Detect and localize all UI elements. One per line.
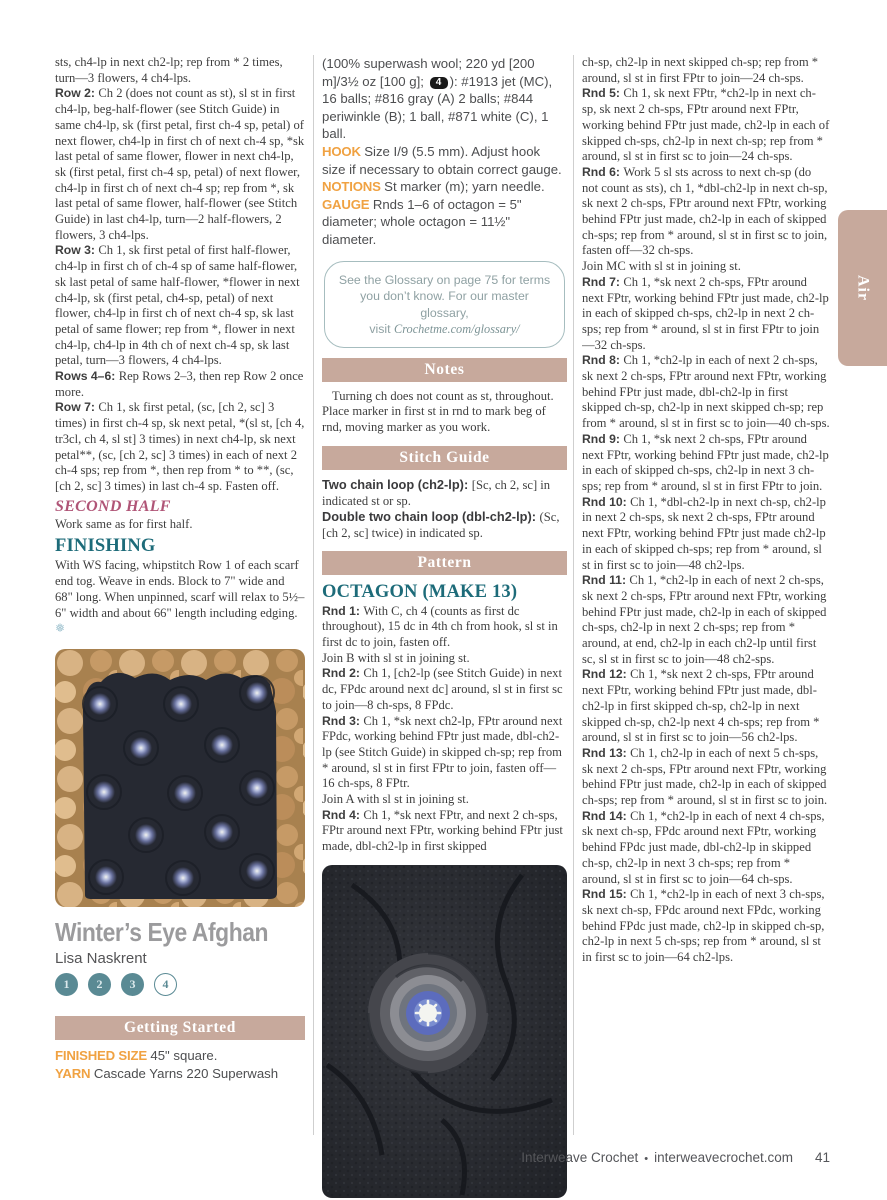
column-right: [582, 55, 830, 1140]
stitch-guide-entry: Double two chain loop (dbl-ch2-lp): (Sc, [ch 2, sc] twice) in indicated sp.: [322, 508, 560, 540]
row-paragraph: Row 7: Ch 1, sk first petal, (sc, [ch 2, sc] 3 times) in first ch-4 sp, sk next petal, *(sl st, [ch 4, tr3cl, ch 4, sl st] 3 times) in next ch4-lp, sk next petal**, (sc, [ch 2, sc] 3 times) in each of next 2 ch-4 sps; rep from *, then rep from * to **, (sc, [ch 2, sc] 3 times) in last ch-4 sp. Fasten off.: [55, 400, 305, 493]
notes-header: Notes: [322, 358, 567, 382]
difficulty-dot: 3: [121, 973, 144, 996]
round-paragraph: Rnd 4: Ch 1, *sk next FPtr, and next 2 ch-sps, FPtr around next FPtr, working behind FPtr just made, dbl-ch2-lp in first skipped: [322, 807, 563, 854]
page-footer: [0, 1150, 830, 1165]
round-paragraph: Join A with sl st in joining st.: [322, 792, 469, 807]
column-middle: [322, 55, 567, 1198]
publication-name: Interweave Crochet: [521, 1150, 639, 1165]
round-paragraph: Rnd 11: Ch 1, *ch2-lp in each of next 2 ch-sps, sk next 2 ch-sps, FPtr around next FPtr, working behind FPtr just made, ch2-lp in each of skipped ch-sps, ch2-lp in next 2 ch-sps; rep from * around, at end, ch2-lp in each ch2-lp until first sc, sl st in first sc to join—48 ch2-sps.: [582, 573, 827, 666]
yarn-details: (100% superwash wool; 220 yd [200 m]/3½ oz [100 g]; 4 ): #1913 jet (MC), 16 balls; #816 gray (A) 2 balls; #844 periwinkle (B); 1 ball, #871 white (C), 1 ball.: [322, 56, 553, 142]
snowflake-icon: ❅: [55, 621, 66, 636]
pattern-header: Pattern: [322, 551, 567, 575]
round-paragraph: Rnd 6: Work 5 sl sts across to next ch-sp (do not count as sts), ch 1, *dbl-ch2-lp in next ch-sp, sk next 2 ch-sps, FPtr around next FPtr, working behind FPtr just made, ch2-lp in each of skipped ch-sps; rep from * around, sl st in first sc to join, fasten off—32 ch-sps.: [582, 164, 828, 258]
round-paragraph: Rnd 12: Ch 1, *sk next 2 ch-sps, FPtr around next FPtr, working behind FPtr just made, dbl-ch2-lp in first skipped ch-sp, ch2-lp in next skipped ch-sp, ch2-lp next 4 ch-sps; rep from * around, sl st in first sc to join—56 ch2-lps.: [582, 667, 820, 745]
glossary-line: you don’t know. For our master glossary,: [360, 289, 529, 320]
stitch-guide-entry: Two chain loop (ch2-lp): [Sc, ch 2, sc] in indicated st or sp.: [322, 476, 551, 508]
stitch-guide-entries: [322, 477, 567, 541]
glossary-line: See the Glossary on page 75 for terms: [338, 272, 551, 287]
finishing-body: With WS facing, whipstitch Row 1 of each scarf end tog. Weave in ends. Block to 7" wide and 68" long. When unpinned, scarf will relax to 5½–6" width and about 66" length including edging. ❅: [55, 558, 305, 636]
round-paragraph: Rnd 8: Ch 1, *ch2-lp in each of next 2 ch-sps, sk next 2 ch-sps, FPtr around next FPtr, working behind FPtr just made, dbl-ch2-lp in first skipped ch-sp, ch2-lp in next skipped ch-sp; rep from * around, sl st in first sc to join—40 ch-sps.: [582, 353, 830, 431]
spec-line: YARN Cascade Yarns 220 Superwash: [55, 1065, 279, 1081]
glossary-line: visit Crochetme.com/glossary/: [369, 322, 520, 337]
round-paragraph: Rnd 3: Ch 1, *sk next ch2-lp, FPtr around next FPdc, working behind FPtr just made, dbl-ch2-lp (see Stitch Guide) in skipped ch-sp; rep from * around, sl st in first FPtr to join, fasten off—16 ch-sps, 8 FPtr.: [322, 713, 563, 791]
glossary-box: [324, 261, 565, 348]
octagon-rounds: [322, 604, 567, 855]
difficulty-dot: 4: [154, 973, 177, 996]
round-paragraph: Rnd 13: Ch 1, ch2-lp in each of next 5 ch-sps, sk next 2 ch-sps, FPtr around next FPtr, working behind FPtr just made, ch2-lp in each of skipped ch-sps; rep from * around, sl st in first sc to join.: [582, 745, 828, 808]
afghan-photo: [55, 649, 305, 907]
notes-body: Turning ch does not count as st, throughout. Place marker in first st in rnd to mark beg of rnd, moving marker as you work.: [322, 388, 554, 434]
octagon-photo: [322, 865, 567, 1198]
spec-line: FINISHED SIZE 45" square.: [55, 1047, 218, 1063]
difficulty-dot: 2: [88, 973, 111, 996]
getting-started-items: [55, 1047, 305, 1082]
column-left: [55, 55, 305, 1082]
spec-line: NOTIONS St marker (m); yarn needle.: [322, 179, 545, 195]
section-tab-air[interactable]: [838, 210, 887, 366]
footer-bullet: •: [644, 1153, 649, 1165]
yarn-weight-badge: 4: [430, 77, 448, 89]
round-paragraph: Rnd 7: Ch 1, *sk next 2 ch-sps, FPtr around next FPtr, working behind FPtr just made, ch2-lp in each of skipped ch-sps, ch2-lp in next 2 ch-sps; rep from * around, sl st in first FPtr to join—32 ch-sps.: [582, 274, 829, 352]
spec-list: [322, 143, 567, 249]
row-paragraph: Row 3: Ch 1, sk first petal of first half-flower, ch4-lp in first ch of ch-4 sp of same half-flower, sk last petal of same half-flower, *flower in next ch4-lp, sk (first petal, ch4-sp, petal) of next flower, ch4-lp in first ch of next ch-4 sp, sk last petal of same flower; rep from *, flower in next ch4-lp, ch4-lp in 4th ch of next ch-4 sp, sk last petal, turn—3 flowers, 4 ch4-lps.: [55, 243, 300, 368]
round-paragraph: Rnd 9: Ch 1, *sk next 2 ch-sps, FPtr around next FPtr, working behind FPtr just made, ch2-lp in each of skipped ch-sps, ch2-lp in next 3 ch-sps; rep from * around, sl st in first FPtr to join.: [582, 431, 829, 493]
round-paragraph: Rnd 14: Ch 1, *ch2-lp in each of next 4 ch-sps, sk next ch-sp, FPdc around next FPtr, working behind FPdc just made, dbl-ch2-lp in skipped ch-sp, ch2-lp in next 3 ch-sps; rep from * around, sl st in first sc to join—64 ch-sps.: [582, 808, 825, 886]
octagon-heading: OCTAGON (MAKE 13): [322, 581, 518, 602]
round-paragraph: Rnd 5: Ch 1, sk next FPtr, *ch2-lp in next ch-sp, sk next 2 ch-sps, FPtr around next FPtr, working behind FPtr just made, ch2-lp in each of skipped ch-sps, ch2-lp in next ch-sp; rep from * around, sl st in first sc to join—24 ch-sps.: [582, 86, 830, 164]
difficulty-dot: 1: [55, 973, 78, 996]
round-paragraph: Join MC with sl st in joining st.: [582, 259, 741, 274]
finishing-heading: FINISHING: [55, 536, 156, 557]
glossary-url[interactable]: Crochetme.com/glossary/: [394, 322, 520, 337]
round-paragraph: Join B with sl st in joining st.: [322, 650, 470, 665]
round-paragraph: Rnd 1: With C, ch 4 (counts as first dc throughout), 15 dc in 4th ch from hook, sl st in first dc to join, fasten off.: [322, 603, 558, 650]
first-half-rows: [55, 86, 305, 494]
round-paragraph: Rnd 10: Ch 1, *dbl-ch2-lp in next ch-sp, ch2-lp in next 2 ch-sps, sk next 2 ch-sps, FPtr around next FPtr, working behind FPtr just made ch2-lp in each of skipped ch-sps; rep from * around, sl st in first sc to join—48 ch2-lps.: [582, 494, 826, 572]
octagon-rounds-continued: [582, 55, 830, 966]
getting-started-header: Getting Started: [55, 1016, 305, 1040]
spec-line: HOOK Size I/9 (5.5 mm). Adjust hook size if necessary to obtain correct gauge.: [322, 143, 562, 177]
difficulty-rating: [55, 973, 305, 996]
section-tab-label: Air: [854, 274, 872, 302]
spec-line: GAUGE Rnds 1–6 of octagon = 5" diameter; whole octagon = 11½" diameter.: [322, 196, 522, 247]
stitch-guide-header: Stitch Guide: [322, 446, 567, 470]
second-half-heading: SECOND HALF: [55, 497, 171, 515]
round-paragraph: Rnd 2: Ch 1, [ch2-lp (see Stitch Guide) in next dc, FPdc around next dc] around, sl st in first sc to join—8 ch-sps, 8 FPdc.: [322, 666, 563, 712]
column-divider-right: [573, 55, 574, 1135]
pattern-continuation: sts, ch4-lp in next ch2-lp; rep from * 2 times, turn—3 flowers, 4 ch4-lps.: [55, 55, 283, 85]
second-half-body: Work same as for first half.: [55, 516, 193, 531]
row-paragraph: Row 2: Ch 2 (does not count as st), sl st in first ch4-lp, beg-half-flower (see Stitch Guide) in same ch4-lp, sk (first petal, first ch-4 sp, petal) of next flower, ch4-lp in first ch of next ch-4 sp, *sk last petal of same flower, flower in next ch4-lp, sk (first petal, first ch-4 sp, petal) of next flower, ch4-lp in first ch of next ch-4 sp; rep from *, sk last petal of same flower, half-flower (see Stitch Guide) in last ch4-lp, turn—2 half-flowers, 2 flowers, 3 ch4-lps.: [55, 86, 305, 242]
project-author: Lisa Naskrent: [55, 949, 147, 967]
row-paragraph: Rows 4–6: Rep Rows 2–3, then rep Row 2 once more.: [55, 369, 304, 399]
page-number: 41: [814, 1150, 830, 1165]
project-title: Winter’s Eye Afghan: [55, 916, 269, 947]
column-divider-left: [313, 55, 314, 1135]
website: interweavecrochet.com: [654, 1150, 793, 1165]
round-paragraph: Rnd 15: Ch 1, *ch2-lp in each of next 3 ch-sps, sk next ch-sp, FPdc around next FPdc, working behind FPdc just made, ch2-lp in skipped ch-sp, ch2-lp in next 5 ch-sps; rep from * around, sl st in first sc to join—64 ch2-lps.: [582, 887, 825, 965]
round-paragraph: ch-sp, ch2-lp in next skipped ch-sp; rep from * around, sl st in first FPtr to join—24 ch-sps.: [582, 55, 819, 85]
